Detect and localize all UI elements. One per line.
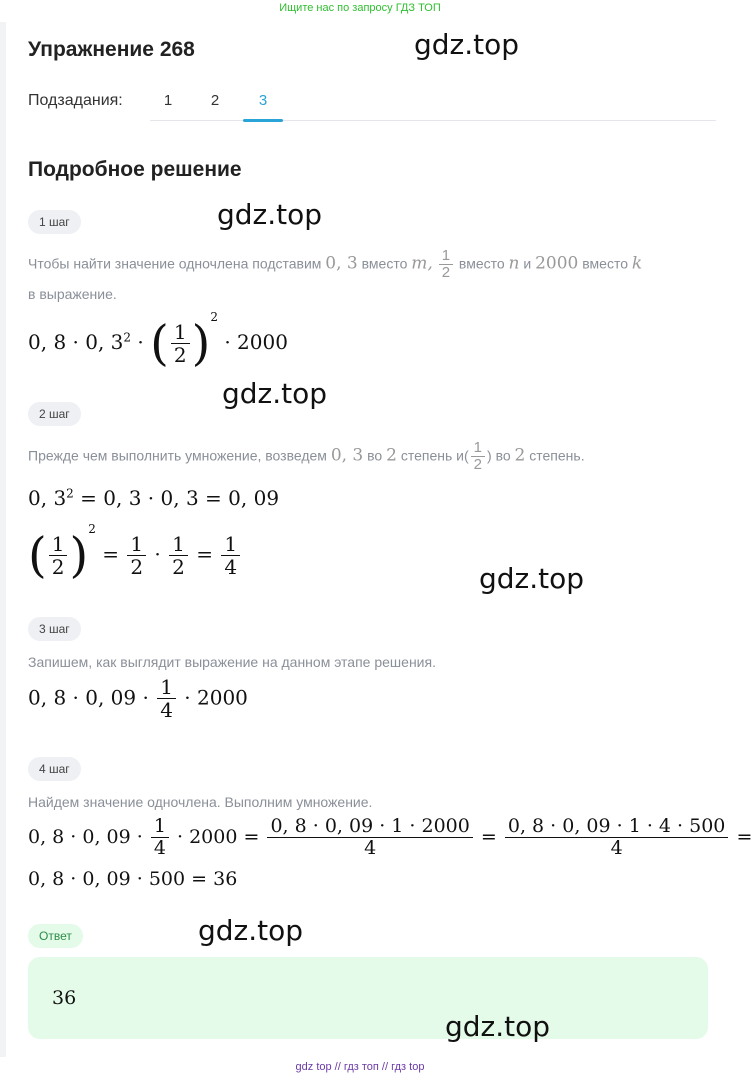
active-tab-indicator [243, 119, 283, 122]
step-3-text: Запишем, как выглядит выражение на данном этапе решения. [28, 654, 436, 670]
tab-subtask-1[interactable]: 1 [163, 92, 173, 109]
subtasks-nav [28, 90, 716, 122]
step-1-text: Чтобы найти значение одночлена подставим 0, 3 вместо m, $\frac{1}{2}$ вместо n и 2000 вместо k [28, 247, 643, 281]
step-4-line-2: 0, 8 · 0, 09 · 500 = 36 [28, 868, 238, 890]
section-title: Подробное решение [28, 158, 242, 181]
watermark: gdz.top [198, 914, 304, 947]
footer-links[interactable]: gdz top // гдз топ // гдз top [295, 1061, 425, 1073]
solution-card [6, 22, 752, 1057]
page-title: Упражнение 268 [28, 38, 195, 61]
step-4-badge: 4 шаг [28, 757, 81, 781]
step-3-expression: 0, 8 · 0, 09 · $\frac{1}{4}$ · 2000 [28, 675, 248, 722]
step-1-text-cont: в выражение. [28, 286, 117, 302]
answer-box [28, 957, 708, 1039]
watermark: gdz.top [414, 28, 520, 61]
watermark: gdz.top [217, 198, 323, 231]
watermark: gdz.top [445, 1010, 551, 1043]
step-4-line-1: 0, 8 · 0, 09 · $\frac{1}{4}$ · 2000 = $\frac{0, 8 \cdot 0, 09 \cdot 1 \cdot 2000}{4}$ = $\frac{0, 8 \cdot 0, 09 \cdot 1 \cdot 4 \cdot 500}{4}$ = [28, 815, 752, 859]
step-2-text: Прежде чем выполнить умножение, возведем 0, 3 во 2 степень и( $\frac{1}{2}$ ) во 2 степень. [28, 439, 585, 473]
step-2-line-1: 0, $3^2 = 0$, 3 · 0, 3 = 0, 09 [28, 486, 280, 510]
top-banner[interactable]: Ищите нас по запросу ГДЗ ТОП [279, 2, 441, 14]
subtasks-divider [150, 120, 716, 121]
watermark: gdz.top [222, 377, 328, 410]
step-4-text: Найдем значение одночлена. Выполним умножение. [28, 794, 373, 810]
step-3-badge: 3 шаг [28, 617, 81, 641]
step-2-badge: 2 шаг [28, 402, 81, 426]
step-2-line-2: ( $\frac{1}{2}$ )$^2$ = $\frac{1}{2}$ · $\frac{1}{2}$ = $\frac{1}{4}$ [28, 522, 242, 580]
step-1-badge: 1 шаг [28, 210, 81, 234]
answer-value: 36 [52, 987, 77, 1009]
answer-badge: Ответ [28, 924, 83, 948]
watermark: gdz.top [479, 562, 585, 595]
tab-subtask-2[interactable]: 2 [210, 92, 220, 109]
tab-subtask-3[interactable]: 3 [258, 92, 268, 109]
subtasks-label: Подзадания: [28, 92, 123, 109]
step-1-expression: 0, 8 · 0, $3^2$ · ( $\frac{1}{2}$ )$^2$ · 2000 [28, 310, 288, 372]
